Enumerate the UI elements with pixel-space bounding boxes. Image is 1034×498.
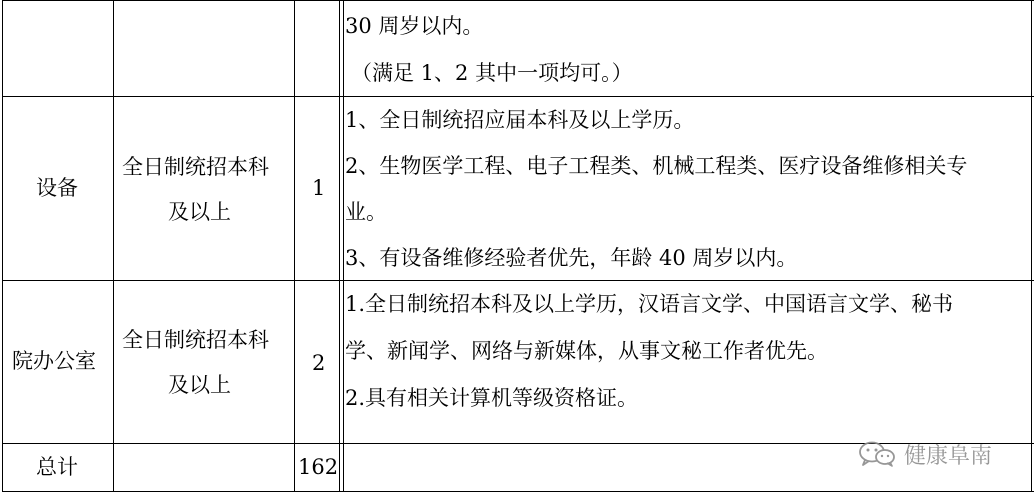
count-cell: 1	[312, 176, 326, 200]
total-count: 162	[298, 455, 339, 479]
requirement-line: 3、有设备维修经验者优先，年龄 40 周岁以内。	[345, 246, 798, 270]
row-divider-2	[2, 280, 1034, 281]
education-line: 全日制统招本科	[122, 155, 269, 179]
requirement-line: 业。	[345, 200, 387, 224]
education-line: 及以上	[168, 200, 231, 224]
column-line-left	[2, 0, 3, 492]
column-line-right	[1031, 0, 1032, 492]
requirement-line: 2、生物医学工程、电子工程类、机械工程类、医疗设备维修相关专	[345, 154, 968, 178]
requirement-line: 1.全日制统招本科及以上学历，汉语言文学、中国语言文学、秘书	[345, 292, 954, 316]
total-label: 总计	[36, 455, 78, 479]
education-line: 及以上	[168, 373, 231, 397]
requirement-line: 学、新闻学、网络与新媒体，从事文秘工作者优先。	[345, 339, 828, 363]
table-border-top	[2, 0, 1034, 1]
education-line: 全日制统招本科	[122, 328, 269, 352]
column-line-1	[113, 0, 114, 492]
watermark-text: 健康阜南	[904, 443, 993, 469]
requirement-line: 2.具有相关计算机等级资格证。	[345, 386, 639, 410]
column-line-4	[343, 0, 344, 492]
column-line-2	[294, 0, 295, 492]
table-border-bottom	[2, 491, 1034, 492]
watermark	[858, 440, 992, 468]
department-cell: 院办公室	[12, 349, 96, 373]
count-cell: 2	[312, 351, 326, 375]
column-line-3	[339, 0, 340, 492]
wechat-icon	[858, 441, 896, 467]
requirement-line: （满足 1、2 其中一项均可。）	[351, 61, 633, 85]
requirement-line: 1、全日制统招应届本科及以上学历。	[345, 108, 695, 132]
department-cell: 设备	[36, 176, 78, 200]
row-divider-1	[2, 96, 1034, 97]
requirement-line: 30 周岁以内。	[345, 14, 484, 38]
